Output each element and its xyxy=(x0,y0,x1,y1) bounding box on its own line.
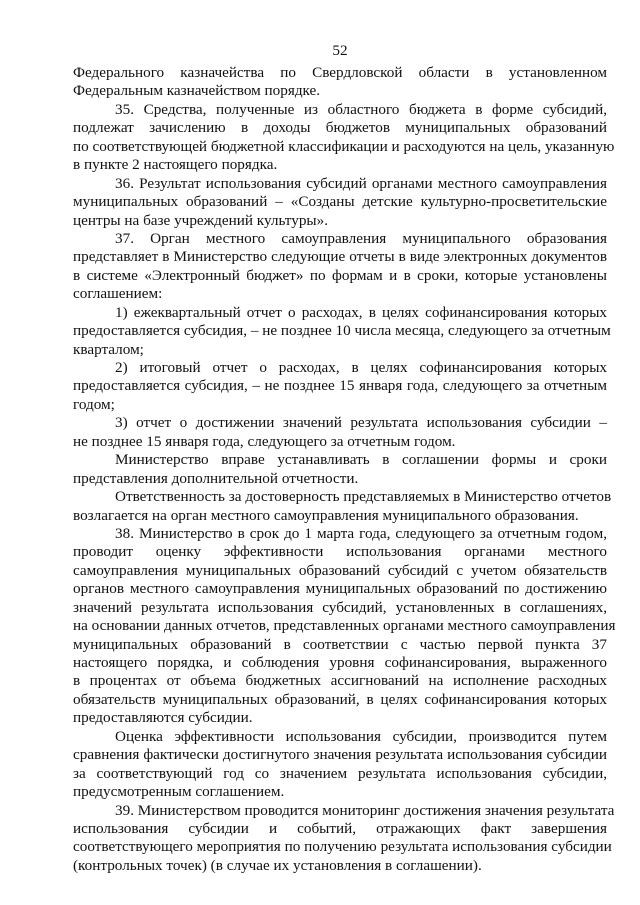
paragraph-p37-1 xyxy=(73,303,611,359)
paragraph-p37-2 xyxy=(73,359,607,414)
paragraph-p39 xyxy=(73,801,615,876)
text-line: проводит оценку эффективности использования органами местного xyxy=(73,543,607,561)
paragraph-p-cont xyxy=(73,64,607,101)
document-body xyxy=(73,64,616,875)
text-line: 36. Результат использования субсидий органами местного самоуправления xyxy=(115,174,607,192)
text-line: настоящего порядка, и соблюдения уровня софинансирования, выраженного xyxy=(73,654,607,671)
text-line: по соответствующей бюджетной классификации и расходуются на цель, указанную xyxy=(73,137,615,155)
text-line: кварталом; xyxy=(73,340,144,358)
text-line: предоставляются субсидии. xyxy=(73,709,253,727)
text-line: предоставляется субсидия, – не позднее 15 января года, следующего за отчетным xyxy=(73,377,607,395)
text-line: 1) ежеквартальный отчет о расходах, в целях софинансирования которых xyxy=(115,303,607,321)
text-line: возлагается на орган местного самоуправления муниципального образования. xyxy=(73,506,579,524)
text-line: представления дополнительной отчетности. xyxy=(73,469,359,487)
text-line: за соответствующий год со значением результата использования субсидии, xyxy=(73,764,607,782)
text-line: значений результата использования субсидий, установленных в соглашениях, xyxy=(73,598,607,616)
text-line: предусмотренным соглашением. xyxy=(73,783,285,801)
text-line: в процентах от объема бюджетных ассигнований на исполнение расходных xyxy=(73,672,607,690)
text-line: Ответственность за достоверность представляемых в Министерство отчетов xyxy=(115,488,612,506)
paragraph-p38-eval xyxy=(73,728,607,802)
text-line: обязательств муниципальных образований, в целях софинансирования которых xyxy=(73,690,607,708)
text-line: органов местного самоуправления муниципальных образований по достижению xyxy=(73,580,607,598)
text-line: годом; xyxy=(73,395,115,413)
text-line: 37. Орган местного самоуправления муниципального образования xyxy=(115,229,607,247)
paragraph-p38 xyxy=(73,524,616,728)
text-line: муниципальных образований – «Созданы детские культурно-просветительские xyxy=(73,193,607,211)
text-line: муниципальных образований в соответствии с частью первой пункта 37 xyxy=(73,635,607,653)
text-line: соглашением: xyxy=(73,285,163,303)
paragraph-p37-forms xyxy=(73,451,607,488)
text-line: Оценка эффективности использования субсидии, производится путем xyxy=(115,727,607,745)
paragraph-p36 xyxy=(73,175,607,230)
text-line: в пункте 2 настоящего порядка. xyxy=(73,156,278,174)
text-line: Федерального казначейства по Свердловской области в установленном xyxy=(73,64,607,81)
text-line: 38. Министерство в срок до 1 марта года, следующего за отчетным годом, xyxy=(115,524,607,542)
text-line: 2) итоговый отчет о расходах, в целях софинансирования которых xyxy=(115,359,607,376)
paragraph-p37-3 xyxy=(73,414,607,451)
text-line: Министерство вправе устанавливать в соглашении формы и сроки xyxy=(115,451,607,469)
text-line: на основании данных отчетов, представленных органами местного самоуправления xyxy=(73,617,616,635)
text-line: центры на базе учреждений культуры». xyxy=(73,211,329,229)
text-line: представляет в Министерство следующие отчеты в виде электронных документов xyxy=(73,248,607,266)
paragraph-p37 xyxy=(73,230,607,304)
text-line: не позднее 15 января года, следующего за отчетным годом. xyxy=(73,432,456,450)
text-line: соответствующего мероприятия по получению результата использования субсидии xyxy=(73,838,612,856)
text-line: 3) отчет о достижении значений результата использования субсидии – xyxy=(115,414,607,432)
text-line: подлежат зачислению в доходы бюджетов муниципальных образований xyxy=(73,119,607,137)
text-line: (контрольных точек) (в случае их установления в соглашении). xyxy=(73,856,482,874)
text-line: самоуправления муниципальных образований субсидий с учетом обязательств xyxy=(73,561,607,579)
text-line: предоставляется субсидия, – не позднее 10 числа месяца, следующего за отчетным xyxy=(73,322,611,340)
text-line: Федеральным казначейством порядке. xyxy=(73,82,321,100)
text-line: в системе «Электронный бюджет» по формам и в сроки, которые установлены xyxy=(73,266,607,284)
paragraph-p35 xyxy=(73,100,615,175)
text-line: использования субсидии и событий, отражающих факт завершения xyxy=(73,819,607,837)
page-number: 52 xyxy=(332,42,348,59)
text-line: 39. Министерством проводится мониторинг достижения значения результата xyxy=(115,801,615,819)
text-line: сравнения фактически достигнутого значения результата использования субсидии xyxy=(73,746,607,764)
text-line: 35. Средства, полученные из областного бюджета в форме субсидий, xyxy=(115,100,607,118)
paragraph-p37-resp xyxy=(73,488,612,525)
